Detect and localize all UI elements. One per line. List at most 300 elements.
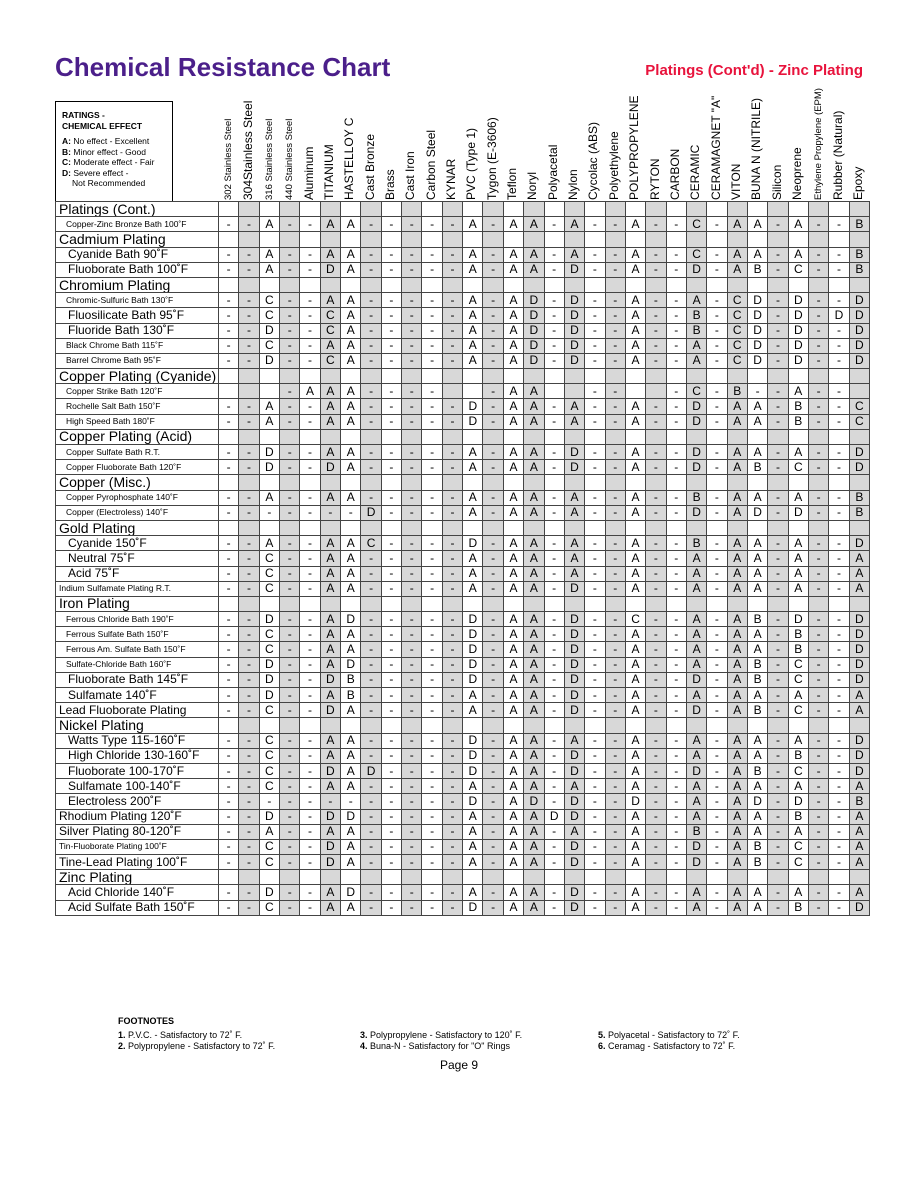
rating-cell: C xyxy=(259,839,279,854)
rating-cell xyxy=(788,520,808,535)
rating-cell: - xyxy=(646,763,666,778)
rating-cell: - xyxy=(707,824,727,839)
rating-cell: - xyxy=(280,642,300,657)
rating-cell: - xyxy=(442,794,462,809)
column-header: HASTELLOY C xyxy=(342,117,357,200)
category-label: Copper (Misc.) xyxy=(56,475,219,490)
category-row xyxy=(56,202,870,217)
rating-cell xyxy=(341,232,361,247)
rating-cell xyxy=(808,596,828,611)
rating-cell: C xyxy=(259,627,279,642)
rating-cell xyxy=(483,429,503,444)
rating-cell xyxy=(280,429,300,444)
table-row xyxy=(56,703,870,718)
rating-cell xyxy=(239,202,259,217)
rating-cell: D xyxy=(788,505,808,520)
rating-cell: A xyxy=(625,900,645,915)
rating-cell: - xyxy=(300,460,320,475)
rating-cell xyxy=(239,232,259,247)
rating-cell xyxy=(341,429,361,444)
rating-cell xyxy=(646,870,666,885)
rating-cell xyxy=(646,384,666,399)
table-row xyxy=(56,505,870,520)
rating-cell: A xyxy=(727,688,747,703)
rating-cell: A xyxy=(727,627,747,642)
rating-cell: D xyxy=(686,399,706,414)
rating-cell: - xyxy=(239,855,259,870)
rating-cell: A xyxy=(463,566,483,581)
rating-cell xyxy=(808,277,828,292)
rating-cell: A xyxy=(625,566,645,581)
rating-cell: - xyxy=(483,399,503,414)
rating-cell: - xyxy=(768,581,788,596)
rating-cell: - xyxy=(402,293,422,308)
rating-cell: - xyxy=(300,627,320,642)
rating-cell xyxy=(829,429,849,444)
rating-cell: - xyxy=(829,293,849,308)
rating-cell: - xyxy=(585,414,605,429)
rating-cell: A xyxy=(341,900,361,915)
rating-cell: - xyxy=(707,794,727,809)
rating-cell: - xyxy=(585,581,605,596)
row-label: Fluoborate Bath 145˚F xyxy=(56,672,219,687)
rating-cell xyxy=(747,718,767,733)
rating-cell: A xyxy=(849,855,869,870)
rating-cell xyxy=(361,277,381,292)
rating-cell: - xyxy=(239,505,259,520)
category-row xyxy=(56,475,870,490)
rating-cell xyxy=(544,870,564,885)
rating-cell: - xyxy=(768,657,788,672)
rating-cell xyxy=(829,718,849,733)
rating-cell xyxy=(320,718,340,733)
rating-cell: C xyxy=(259,581,279,596)
rating-cell: - xyxy=(666,581,686,596)
rating-cell: - xyxy=(361,900,381,915)
rating-cell: D xyxy=(320,839,340,854)
rating-cell xyxy=(747,429,767,444)
rating-cell: D xyxy=(564,338,584,353)
rating-cell: - xyxy=(422,338,442,353)
rating-cell: A xyxy=(320,688,340,703)
rating-cell: - xyxy=(646,824,666,839)
rating-cell: - xyxy=(808,839,828,854)
column-header: Nylon xyxy=(566,169,581,200)
rating-cell xyxy=(239,384,259,399)
rating-cell: - xyxy=(442,733,462,748)
category-row xyxy=(56,870,870,885)
rating-cell: - xyxy=(707,688,727,703)
rating-cell: - xyxy=(808,505,828,520)
rating-cell xyxy=(219,384,239,399)
rating-cell: A xyxy=(320,612,340,627)
rating-cell: C xyxy=(788,460,808,475)
rating-cell xyxy=(524,277,544,292)
rating-cell: - xyxy=(707,581,727,596)
rating-cell: A xyxy=(524,763,544,778)
rating-cell: - xyxy=(585,399,605,414)
column-header: KYNAR xyxy=(444,158,459,200)
rating-cell xyxy=(300,369,320,384)
rating-cell: A xyxy=(727,581,747,596)
rating-cell xyxy=(361,870,381,885)
rating-cell: - xyxy=(442,900,462,915)
rating-cell: - xyxy=(239,247,259,262)
rating-cell: - xyxy=(829,672,849,687)
rating-cell: - xyxy=(483,779,503,794)
rating-cell: - xyxy=(544,353,564,368)
rating-cell: - xyxy=(544,824,564,839)
rating-cell: - xyxy=(829,536,849,551)
rating-cell: A xyxy=(788,779,808,794)
rating-cell: A xyxy=(503,414,523,429)
rating-cell: - xyxy=(239,733,259,748)
rating-cell: - xyxy=(768,460,788,475)
rating-cell: - xyxy=(361,445,381,460)
rating-cell xyxy=(707,277,727,292)
row-label: Acid Sulfate Bath 150˚F xyxy=(56,900,219,915)
rating-cell: - xyxy=(381,733,401,748)
rating-cell: - xyxy=(605,505,625,520)
rating-cell: - xyxy=(280,703,300,718)
rating-cell: A xyxy=(503,566,523,581)
rating-cell: D xyxy=(747,323,767,338)
rating-cell xyxy=(849,475,869,490)
rating-cell: - xyxy=(280,353,300,368)
rating-cell: D xyxy=(320,763,340,778)
rating-cell: - xyxy=(483,217,503,232)
rating-cell: D xyxy=(747,353,767,368)
rating-cell xyxy=(686,520,706,535)
rating-cell: A xyxy=(503,657,523,672)
rating-cell xyxy=(361,202,381,217)
rating-cell: A xyxy=(503,293,523,308)
rating-cell: - xyxy=(239,353,259,368)
rating-cell: - xyxy=(361,551,381,566)
rating-cell xyxy=(747,202,767,217)
rating-cell: - xyxy=(402,672,422,687)
rating-cell xyxy=(686,718,706,733)
rating-cell: A xyxy=(727,445,747,460)
rating-cell: A xyxy=(320,824,340,839)
rating-cell: - xyxy=(829,794,849,809)
rating-cell xyxy=(727,429,747,444)
rating-cell xyxy=(402,202,422,217)
rating-cell: - xyxy=(442,536,462,551)
rating-cell: - xyxy=(768,384,788,399)
rating-cell xyxy=(605,232,625,247)
rating-cell: - xyxy=(239,399,259,414)
rating-cell: - xyxy=(239,794,259,809)
rating-cell: - xyxy=(422,794,442,809)
rating-cell: A xyxy=(524,490,544,505)
rating-cell: - xyxy=(808,763,828,778)
rating-cell xyxy=(686,277,706,292)
rating-cell: - xyxy=(422,293,442,308)
rating-cell: D xyxy=(849,445,869,460)
rating-cell: A xyxy=(788,445,808,460)
rating-cell: - xyxy=(239,900,259,915)
rating-cell: B xyxy=(341,688,361,703)
rating-cell: - xyxy=(381,262,401,277)
rating-cell: A xyxy=(320,490,340,505)
rating-cell: A xyxy=(320,247,340,262)
rating-cell xyxy=(686,369,706,384)
rating-cell: - xyxy=(544,323,564,338)
rating-cell: - xyxy=(483,551,503,566)
rating-cell: D xyxy=(686,672,706,687)
rating-cell xyxy=(402,429,422,444)
rating-cell: - xyxy=(483,824,503,839)
rating-cell: A xyxy=(463,505,483,520)
rating-cell: - xyxy=(361,733,381,748)
rating-cell: - xyxy=(280,262,300,277)
rating-cell xyxy=(849,429,869,444)
row-label: Ferrous Sulfate Bath 150˚F xyxy=(56,627,219,642)
rating-cell xyxy=(219,429,239,444)
rating-cell: - xyxy=(361,308,381,323)
rating-cell: A xyxy=(686,733,706,748)
rating-cell: - xyxy=(381,855,401,870)
rating-cell: D xyxy=(564,672,584,687)
rating-cell: - xyxy=(422,885,442,900)
rating-cell: A xyxy=(727,642,747,657)
rating-cell: - xyxy=(585,900,605,915)
rating-cell: A xyxy=(625,779,645,794)
rating-cell xyxy=(503,520,523,535)
rating-cell xyxy=(524,232,544,247)
rating-cell: A xyxy=(320,414,340,429)
rating-cell xyxy=(381,202,401,217)
rating-cell: - xyxy=(280,612,300,627)
rating-cell: - xyxy=(381,414,401,429)
column-header: Ethylene Propylene (EPM) xyxy=(813,88,825,200)
rating-cell: B xyxy=(686,308,706,323)
rating-cell: A xyxy=(524,612,544,627)
rating-cell: C xyxy=(788,855,808,870)
rating-cell: B xyxy=(788,414,808,429)
footnotes-col-1 xyxy=(118,1030,275,1051)
rating-cell: C xyxy=(727,338,747,353)
rating-cell: - xyxy=(219,748,239,763)
table-row xyxy=(56,672,870,687)
rating-cell: - xyxy=(442,247,462,262)
rating-cell: - xyxy=(239,338,259,353)
rating-cell: A xyxy=(320,779,340,794)
rating-cell: - xyxy=(483,733,503,748)
rating-cell: A xyxy=(524,460,544,475)
rating-cell: - xyxy=(402,885,422,900)
rating-cell xyxy=(422,277,442,292)
rating-cell: A xyxy=(747,566,767,581)
rating-cell: - xyxy=(544,566,564,581)
rating-cell xyxy=(300,232,320,247)
rating-cell: - xyxy=(442,763,462,778)
rating-cell: - xyxy=(219,247,239,262)
rating-cell: A xyxy=(341,627,361,642)
table-row xyxy=(56,247,870,262)
rating-cell: D xyxy=(849,748,869,763)
rating-cell: A xyxy=(564,551,584,566)
row-label: High Speed Bath 180˚F xyxy=(56,414,219,429)
rating-cell xyxy=(341,520,361,535)
rating-cell xyxy=(686,232,706,247)
rating-cell: D xyxy=(320,672,340,687)
rating-cell: - xyxy=(646,839,666,854)
rating-cell: - xyxy=(483,794,503,809)
rating-cell: - xyxy=(239,308,259,323)
rating-cell xyxy=(808,718,828,733)
rating-cell: D xyxy=(463,414,483,429)
rating-cell xyxy=(503,277,523,292)
rating-cell xyxy=(300,520,320,535)
rating-cell: A xyxy=(747,581,767,596)
row-label: Silver Plating 80-120˚F xyxy=(56,824,219,839)
rating-cell: - xyxy=(361,839,381,854)
rating-cell xyxy=(768,718,788,733)
rating-cell: - xyxy=(768,247,788,262)
rating-cell: A xyxy=(320,217,340,232)
rating-cell: - xyxy=(422,399,442,414)
rating-cell: A xyxy=(564,824,584,839)
rating-cell: - xyxy=(646,627,666,642)
rating-cell: - xyxy=(605,293,625,308)
row-label: Barrel Chrome Bath 95˚F xyxy=(56,353,219,368)
rating-cell: D xyxy=(259,353,279,368)
row-label: Rhodium Plating 120˚F xyxy=(56,809,219,824)
rating-cell xyxy=(463,369,483,384)
rating-cell xyxy=(768,870,788,885)
rating-cell: - xyxy=(666,688,686,703)
rating-cell: - xyxy=(300,779,320,794)
rating-cell: - xyxy=(239,490,259,505)
rating-cell: D xyxy=(463,612,483,627)
rating-cell: - xyxy=(402,657,422,672)
footnotes-col-2 xyxy=(360,1030,522,1051)
rating-cell: C xyxy=(320,308,340,323)
rating-cell: A xyxy=(463,703,483,718)
rating-cell: D xyxy=(463,794,483,809)
rating-cell: - xyxy=(646,293,666,308)
rating-cell xyxy=(219,596,239,611)
rating-cell: - xyxy=(280,900,300,915)
rating-cell: - xyxy=(768,733,788,748)
rating-cell: - xyxy=(219,763,239,778)
rating-cell: A xyxy=(747,809,767,824)
rating-cell: - xyxy=(442,839,462,854)
rating-cell: - xyxy=(808,551,828,566)
rating-cell: - xyxy=(666,551,686,566)
rating-cell: - xyxy=(829,763,849,778)
rating-cell: - xyxy=(239,809,259,824)
rating-cell: D xyxy=(463,399,483,414)
rating-cell xyxy=(849,232,869,247)
rating-cell: - xyxy=(442,293,462,308)
rating-cell: D xyxy=(788,612,808,627)
rating-cell: B xyxy=(747,855,767,870)
rating-cell xyxy=(259,277,279,292)
rating-cell: - xyxy=(422,551,442,566)
rating-cell xyxy=(381,277,401,292)
rating-cell: B xyxy=(849,217,869,232)
footnote: 1. P.V.C. - Satisfactory to 72˚ F. xyxy=(118,1030,243,1040)
rating-cell xyxy=(707,596,727,611)
rating-cell: - xyxy=(483,900,503,915)
rating-cell: D xyxy=(564,308,584,323)
rating-cell: - xyxy=(483,308,503,323)
rating-cell: - xyxy=(707,384,727,399)
rating-cell: - xyxy=(768,551,788,566)
rating-cell: - xyxy=(544,657,564,672)
rating-cell: - xyxy=(605,642,625,657)
rating-cell: A xyxy=(524,688,544,703)
rating-cell: - xyxy=(219,551,239,566)
rating-cell xyxy=(585,429,605,444)
rating-cell: A xyxy=(341,566,361,581)
rating-cell: A xyxy=(524,703,544,718)
rating-cell: A xyxy=(727,733,747,748)
rating-cell: - xyxy=(707,672,727,687)
rating-cell xyxy=(341,596,361,611)
rating-cell xyxy=(300,277,320,292)
rating-cell: - xyxy=(239,642,259,657)
rating-cell: C xyxy=(259,855,279,870)
rating-cell: A xyxy=(463,338,483,353)
rating-cell: - xyxy=(361,581,381,596)
rating-cell: - xyxy=(808,627,828,642)
rating-cell xyxy=(666,596,686,611)
rating-cell xyxy=(219,277,239,292)
rating-cell xyxy=(280,277,300,292)
rating-cell: - xyxy=(402,536,422,551)
rating-cell: - xyxy=(707,262,727,277)
rating-cell xyxy=(320,202,340,217)
rating-cell: A xyxy=(727,566,747,581)
rating-cell: A xyxy=(747,733,767,748)
rating-cell: - xyxy=(381,353,401,368)
rating-cell: A xyxy=(686,353,706,368)
row-label: Fluoborate 100-170˚F xyxy=(56,763,219,778)
rating-cell: A xyxy=(524,247,544,262)
rating-cell xyxy=(524,429,544,444)
rating-cell: - xyxy=(646,703,666,718)
rating-cell: A xyxy=(259,217,279,232)
table-row xyxy=(56,445,870,460)
row-label: Black Chrome Bath 115˚F xyxy=(56,338,219,353)
rating-cell: A xyxy=(463,308,483,323)
rating-cell: A xyxy=(727,657,747,672)
rating-cell: B xyxy=(849,505,869,520)
rating-cell xyxy=(219,870,239,885)
rating-cell: - xyxy=(361,247,381,262)
rating-cell: - xyxy=(768,490,788,505)
rating-cell: - xyxy=(442,824,462,839)
rating-cell: - xyxy=(280,505,300,520)
rating-cell: A xyxy=(341,338,361,353)
rating-cell: - xyxy=(442,627,462,642)
rating-cell xyxy=(524,202,544,217)
rating-cell: D xyxy=(686,839,706,854)
rating-cell: - xyxy=(239,551,259,566)
row-label: Ferrous Am. Sulfate Bath 150˚F xyxy=(56,642,219,657)
rating-cell: A xyxy=(727,247,747,262)
rating-cell: B xyxy=(788,399,808,414)
rating-cell: A xyxy=(727,839,747,854)
rating-cell: - xyxy=(361,748,381,763)
rating-cell: - xyxy=(605,703,625,718)
rating-cell xyxy=(442,718,462,733)
rating-cell: A xyxy=(625,672,645,687)
